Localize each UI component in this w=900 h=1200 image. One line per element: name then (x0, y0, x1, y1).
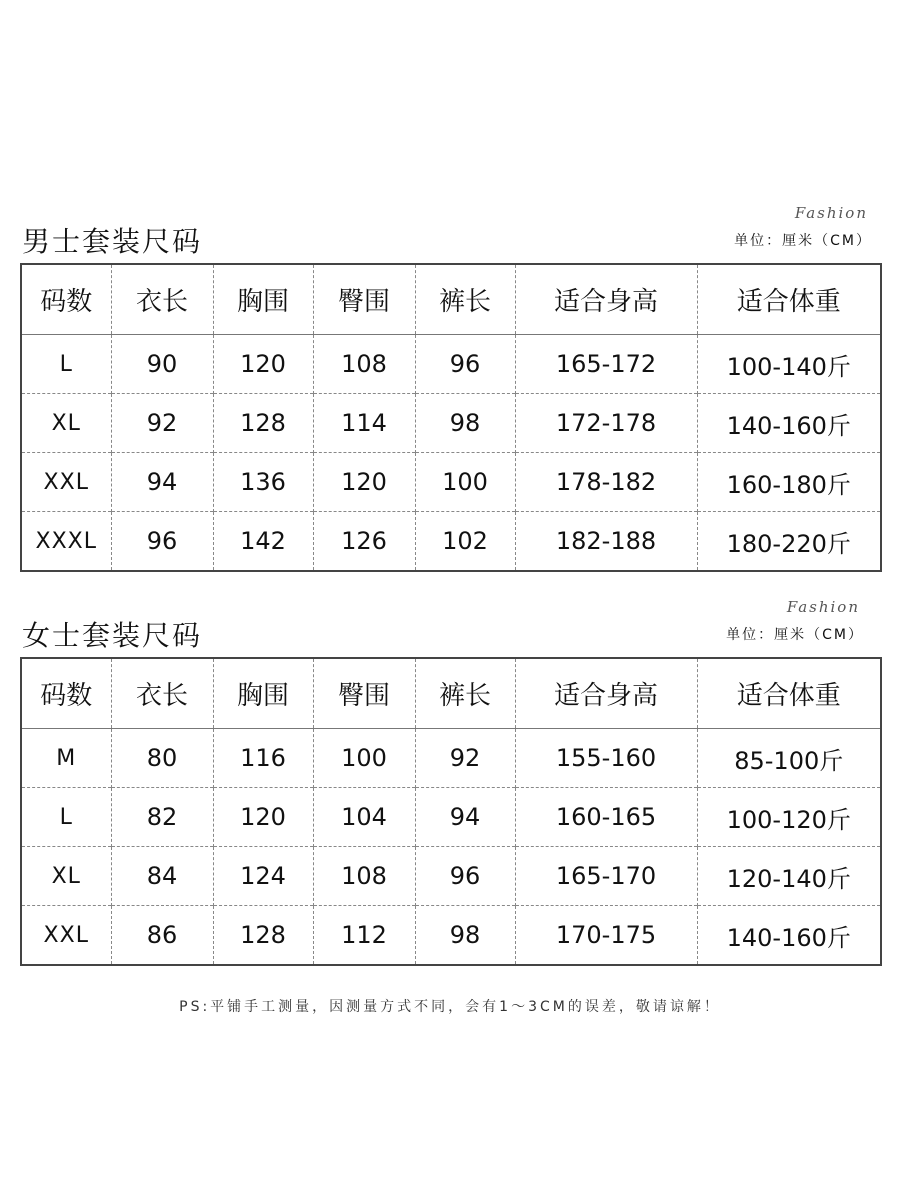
men-brand-logo: Fashion (794, 204, 868, 222)
cell-weight: 160-180斤 (697, 453, 881, 512)
table-header-row (21, 264, 881, 335)
header-hip: 臀围 (313, 658, 415, 729)
women-brand-logo: Fashion (786, 598, 860, 616)
cell-weight: 140-160斤 (697, 906, 881, 966)
cell-weight: 100-140斤 (697, 335, 881, 394)
cell-height: 172-178 (515, 394, 697, 453)
cell-hip: 112 (313, 906, 415, 966)
men-size-section (20, 200, 880, 572)
cell-chest: 136 (213, 453, 313, 512)
header-height: 适合身高 (515, 264, 697, 335)
cell-chest: 116 (213, 729, 313, 788)
cell-height: 178-182 (515, 453, 697, 512)
cell-size: XXL (21, 453, 111, 512)
cell-length: 86 (111, 906, 213, 966)
men-size-title: 男士套装尺码 (22, 225, 203, 258)
cell-hip: 104 (313, 788, 415, 847)
cell-pants-length: 98 (415, 906, 515, 966)
cell-chest: 120 (213, 335, 313, 394)
cell-chest: 128 (213, 906, 313, 966)
cell-pants-length: 98 (415, 394, 515, 453)
cell-pants-length: 100 (415, 453, 515, 512)
cell-weight: 120-140斤 (697, 847, 881, 906)
header-hip: 臀围 (313, 264, 415, 335)
cell-length: 94 (111, 453, 213, 512)
header-length: 衣长 (111, 658, 213, 729)
cell-hip: 100 (313, 729, 415, 788)
header-weight: 适合体重 (697, 658, 881, 729)
cell-hip: 108 (313, 847, 415, 906)
cell-size: XXXL (21, 512, 111, 572)
header-length: 衣长 (111, 264, 213, 335)
table-row (21, 453, 881, 512)
header-chest: 胸围 (213, 264, 313, 335)
cell-weight: 140-160斤 (697, 394, 881, 453)
table-row (21, 729, 881, 788)
header-size: 码数 (21, 658, 111, 729)
cell-pants-length: 96 (415, 847, 515, 906)
cell-pants-length: 94 (415, 788, 515, 847)
women-size-section (20, 594, 880, 966)
cell-size: L (21, 335, 111, 394)
cell-weight: 85-100斤 (697, 729, 881, 788)
cell-weight: 100-120斤 (697, 788, 881, 847)
cell-hip: 114 (313, 394, 415, 453)
cell-height: 170-175 (515, 906, 697, 966)
cell-hip: 120 (313, 453, 415, 512)
cell-pants-length: 102 (415, 512, 515, 572)
men-size-table (20, 263, 882, 572)
table-row (21, 788, 881, 847)
cell-size: XL (21, 847, 111, 906)
table-row (21, 906, 881, 966)
cell-size: XXL (21, 906, 111, 966)
cell-length: 92 (111, 394, 213, 453)
cell-height: 182-188 (515, 512, 697, 572)
header-pants-length: 裤长 (415, 264, 515, 335)
cell-length: 90 (111, 335, 213, 394)
cell-size: XL (21, 394, 111, 453)
cell-chest: 128 (213, 394, 313, 453)
cell-height: 155-160 (515, 729, 697, 788)
table-row (21, 847, 881, 906)
cell-pants-length: 92 (415, 729, 515, 788)
header-chest: 胸围 (213, 658, 313, 729)
header-size: 码数 (21, 264, 111, 335)
cell-hip: 108 (313, 335, 415, 394)
cell-length: 84 (111, 847, 213, 906)
women-unit-label: 单位：厘米（CM） (726, 627, 864, 643)
cell-hip: 126 (313, 512, 415, 572)
cell-length: 96 (111, 512, 213, 572)
cell-chest: 142 (213, 512, 313, 572)
cell-height: 160-165 (515, 788, 697, 847)
women-size-title: 女士套装尺码 (22, 619, 203, 652)
cell-length: 80 (111, 729, 213, 788)
table-row (21, 394, 881, 453)
cell-height: 165-172 (515, 335, 697, 394)
table-header-row (21, 658, 881, 729)
cell-pants-length: 96 (415, 335, 515, 394)
cell-size: M (21, 729, 111, 788)
header-height: 适合身高 (515, 658, 697, 729)
measurement-note: PS:平铺手工测量，因测量方式不同，会有1～3CM的误差，敬请谅解！ (179, 999, 721, 1015)
header-weight: 适合体重 (697, 264, 881, 335)
men-unit-label: 单位：厘米（CM） (734, 233, 872, 249)
table-row (21, 512, 881, 572)
cell-chest: 124 (213, 847, 313, 906)
cell-chest: 120 (213, 788, 313, 847)
table-row (21, 335, 881, 394)
cell-length: 82 (111, 788, 213, 847)
header-pants-length: 裤长 (415, 658, 515, 729)
women-size-table (20, 657, 882, 966)
cell-size: L (21, 788, 111, 847)
cell-weight: 180-220斤 (697, 512, 881, 572)
cell-height: 165-170 (515, 847, 697, 906)
